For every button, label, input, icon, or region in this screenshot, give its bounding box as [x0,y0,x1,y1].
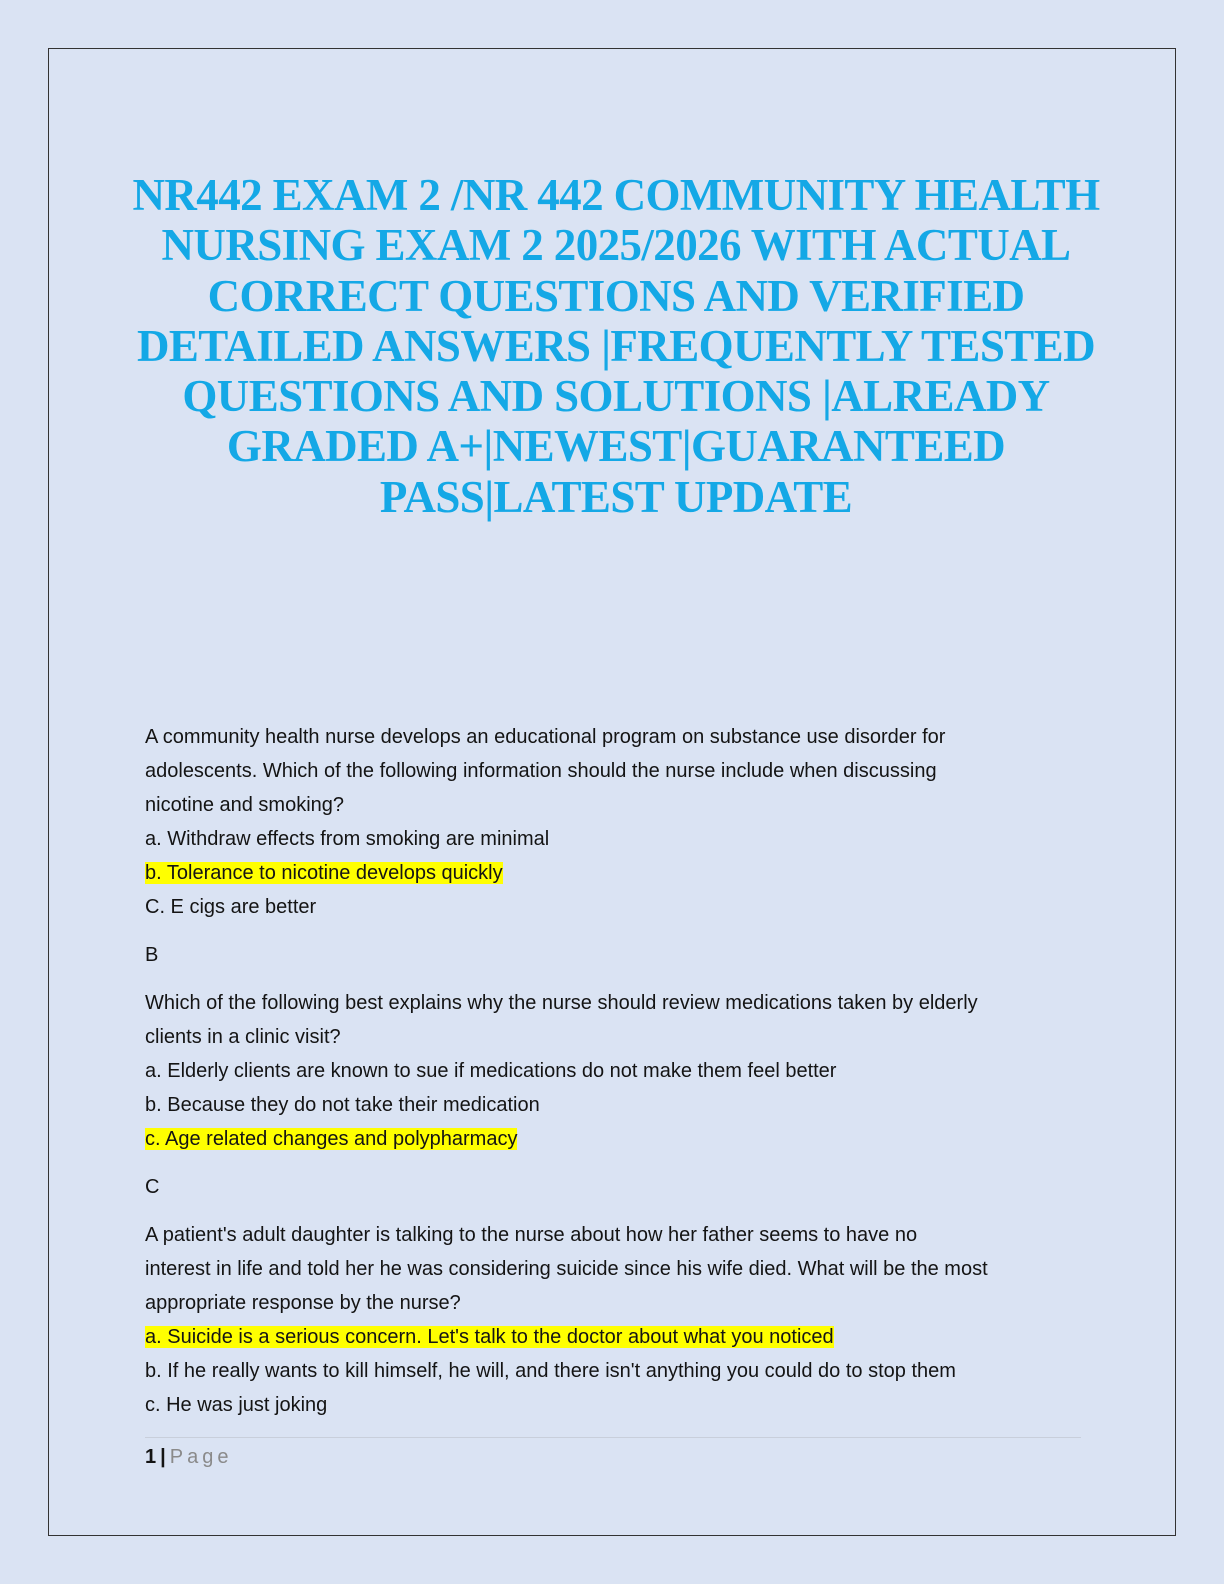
answer-option-text: a. Elderly clients are known to sue if medications do not make them feel better [145,1060,837,1082]
answer-option-correct [145,1122,1085,1156]
title-line: CORRECT QUESTIONS AND VERIFIED [207,270,1025,321]
footer-separator: | [160,1446,166,1468]
answer-option-text: b. Tolerance to nicotine develops quickly [145,862,503,884]
document-title [120,170,1112,522]
question-stem-line: clients in a clinic visit? [145,1026,341,1048]
question-block-1 [145,720,1085,972]
title-line: GRADED A+|NEWEST|GUARANTEED [226,421,1006,472]
answer-option-text: a. Suicide is a serious concern. Let's talk to the doctor about what you noticed [145,1326,834,1348]
question-list [145,720,1085,1422]
page-label: Page [169,1446,233,1468]
answer-option-text: C. E cigs are better [145,896,317,918]
answer-option [145,1054,1085,1088]
answer-option [145,1354,1085,1388]
answer-option-text: c. Age related changes and polypharmacy [145,1128,518,1150]
question-block-3 [145,1218,1085,1422]
question-block-2 [145,986,1085,1204]
answer-option-text: b. Because they do not take their medication [145,1094,540,1116]
question-stem-line: appropriate response by the nurse? [145,1292,461,1314]
title-line: QUESTIONS AND SOLUTIONS |ALREADY [182,371,1050,422]
question-stem-line: adolescents. Which of the following information should the nurse include when discussing [145,760,937,782]
question-stem-line: interest in life and told her he was considering suicide since his wife died. What will be the most [145,1258,988,1280]
question-stem-line: Which of the following best explains why the nurse should review medications taken by elderly [145,992,978,1014]
page-footer [145,1437,1081,1472]
question-stem-line: A community health nurse develops an educational program on substance use disorder for [145,726,946,748]
title-line: NR442 EXAM 2 /NR 442 COMMUNITY HEALTH [132,170,1100,220]
answer-option-text: c. He was just joking [145,1394,328,1416]
title-line: PASS|LATEST UPDATE [379,471,853,522]
answer-option [145,822,1085,856]
title-line: NURSING EXAM 2 2025/2026 WITH ACTUAL [161,220,1071,271]
answer-option [145,1088,1085,1122]
answer-key: C [145,1176,160,1198]
answer-option-correct [145,856,1085,890]
answer-option-text: a. Withdraw effects from smoking are minimal [145,828,550,850]
question-stem-line: A patient's adult daughter is talking to the nurse about how her father seems to have no [145,1224,918,1246]
question-stem-line: nicotine and smoking? [145,794,345,816]
answer-option [145,890,1085,924]
answer-option-text: b. If he really wants to kill himself, he will, and there isn't anything you could do to stop them [145,1360,956,1382]
answer-option-correct [145,1320,1085,1354]
answer-option [145,1388,1085,1422]
page-number: 1 [145,1446,157,1468]
answer-key: B [145,944,159,966]
title-line: DETAILED ANSWERS |FREQUENTLY TESTED [137,320,1095,371]
